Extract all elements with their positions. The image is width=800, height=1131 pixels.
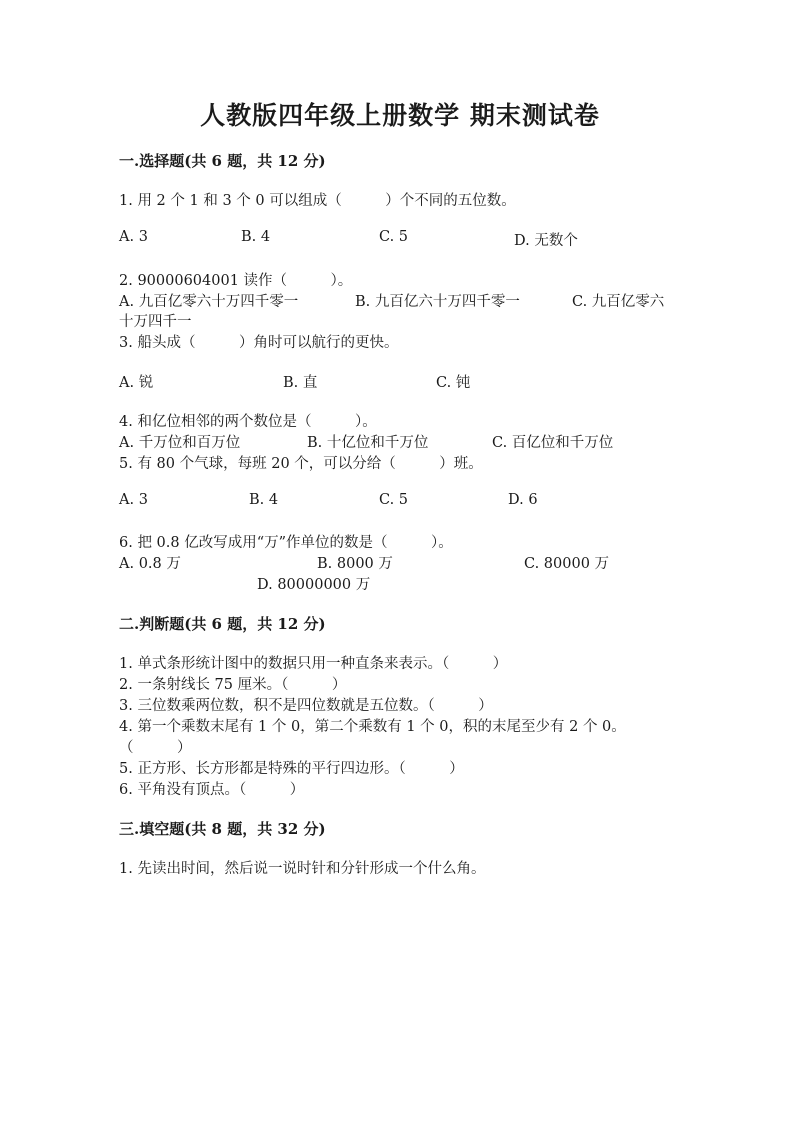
option-b: B. 九百亿六十万四千零一 [355, 294, 520, 310]
section-heading-choice: 一.选择题(共 6 题，共 12 分) [119, 152, 326, 170]
option-c: C. 5 [379, 492, 409, 508]
option-d: D. 80000000 万 [257, 577, 371, 593]
option-c: C. 5 [379, 229, 409, 245]
option-a: A. 0.8 万 [119, 556, 181, 572]
question-text: 1. 先读出时间，然后说一说时针和分针形成一个什么角。 [119, 861, 486, 877]
question-text: 3. 船头成（ ）角时可以航行的更快。 [119, 335, 399, 351]
page-title: 人教版四年级上册数学 期末测试卷 [200, 101, 600, 130]
option-a: A. 3 [119, 229, 148, 245]
question-text: 6. 把 0.8 亿改写成用“万”作单位的数是（ ）。 [119, 535, 453, 551]
option-b: B. 4 [241, 229, 271, 245]
option-b: B. 直 [283, 375, 318, 391]
option-c: C. 九百亿零六 [572, 294, 665, 310]
question-text: 5. 正方形、长方形都是特殊的平行四边形。（ ） [119, 761, 464, 777]
option-c: C. 钝 [436, 375, 471, 391]
question-text: 2. 一条射线长 75 厘米。（ ） [119, 677, 347, 693]
option-d: D. 6 [508, 492, 538, 508]
question-text: 6. 平角没有顶点。（ ） [119, 782, 305, 798]
section-heading-fill-blank: 三.填空题(共 8 题，共 32 分) [119, 820, 326, 838]
option-a: A. 千万位和百万位 [119, 435, 241, 451]
question-text: 3. 三位数乘两位数，积不是四位数就是五位数。（ ） [119, 698, 493, 714]
option-a: A. 锐 [119, 375, 154, 391]
question-text: 1. 单式条形统计图中的数据只用一种直条来表示。（ ） [119, 656, 508, 672]
option-c: C. 80000 万 [524, 556, 610, 572]
option-d: D. 无数个 [514, 233, 578, 249]
question-text: 4. 第一个乘数末尾有 1 个 0，第二个乘数有 1 个 0，积的末尾至少有 2 个 0。 [119, 719, 626, 735]
question-text: 2. 90000604001 读作（ ）。 [119, 273, 353, 289]
question-text-continuation: （ ） [119, 740, 192, 756]
option-c-continuation: 十万四千一 [119, 314, 192, 330]
option-c: C. 百亿位和千万位 [492, 435, 614, 451]
question-text: 4. 和亿位相邻的两个数位是（ ）。 [119, 414, 377, 430]
question-text: 1. 用 2 个 1 和 3 个 0 可以组成（ ）个不同的五位数。 [119, 193, 516, 209]
question-text: 5. 有 80 个气球，每班 20 个，可以分给（ ）班。 [119, 456, 483, 472]
option-a: A. 3 [119, 492, 148, 508]
option-b: B. 4 [249, 492, 279, 508]
section-heading-true-false: 二.判断题(共 6 题，共 12 分) [119, 615, 326, 633]
option-b: B. 十亿位和千万位 [307, 435, 429, 451]
option-a: A. 九百亿零六十万四千零一 [119, 294, 299, 310]
option-b: B. 8000 万 [317, 556, 393, 572]
